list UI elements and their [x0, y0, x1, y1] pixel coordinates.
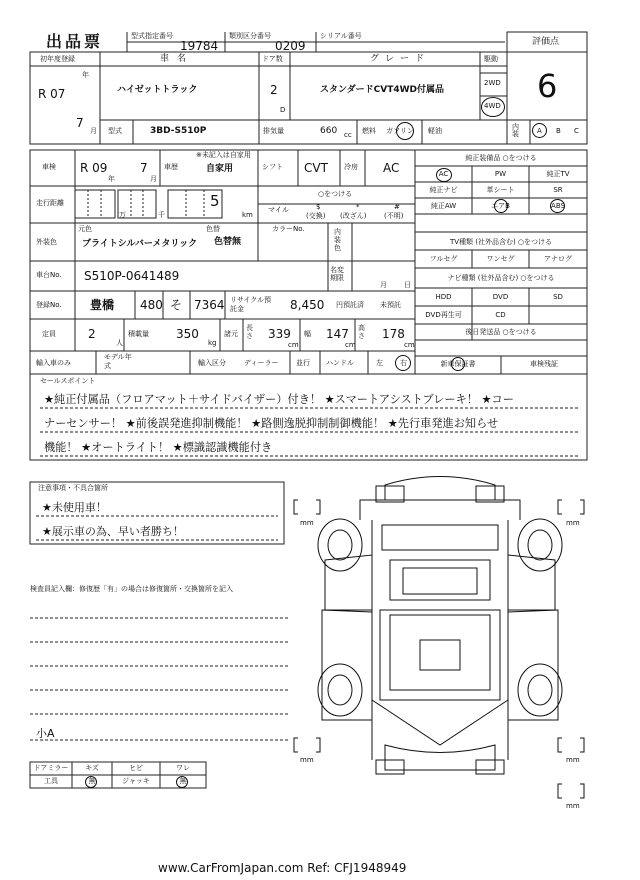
katashiki-label: 型式指定番号	[131, 32, 173, 40]
katashiki-value: 19784	[180, 39, 219, 53]
equip-navi: 純正ナビ	[429, 186, 458, 194]
equip-sr: SR	[553, 186, 563, 194]
notes-line-2: ★展示車の為、早い者勝ち！	[42, 525, 184, 538]
shaken-label: 車検	[42, 163, 56, 171]
dims-label: 諸元	[224, 330, 238, 338]
length-value: 339	[268, 327, 291, 341]
handle-selected-mark	[395, 355, 411, 371]
later-warranty: 新車保証書	[440, 360, 476, 368]
doors-suffix: D	[280, 106, 286, 114]
car-name-label: 車名	[160, 54, 195, 64]
drive-4wd: 4WD	[484, 102, 501, 110]
name-change-day: 日	[404, 281, 411, 289]
notes-label: 注意事項・不具合箇所	[38, 484, 108, 492]
width-value: 147	[326, 327, 349, 341]
color-no-label: カラーNo.	[272, 225, 305, 233]
jack-mark	[176, 776, 188, 788]
height-label: 高さ	[358, 324, 365, 340]
first-reg-month-unit: 月	[90, 127, 97, 135]
displacement-unit: cc	[344, 131, 352, 139]
fuel-gasoline: ガソリン	[386, 127, 414, 135]
mile-option: マイル	[268, 206, 289, 214]
shaken-year-unit: 年	[108, 175, 115, 183]
chassis-label: 車台No.	[36, 271, 62, 279]
first-reg-year-unit: 年	[82, 71, 89, 79]
capacity-unit: 人	[116, 339, 123, 347]
mileage-label: 走行距離	[36, 199, 64, 207]
import-dealer: ディーラー	[244, 359, 279, 367]
navi-type-label: ナビ種類 (社外品含む) ○をつける	[447, 274, 555, 282]
table-tools-value: 無	[88, 777, 96, 785]
later-items-label: 後日発送品 ○をつける	[465, 328, 537, 336]
sales-points-label: セールスポイント	[40, 377, 96, 385]
recycle-unit: 円預託済	[336, 301, 364, 309]
grade-value: スタンダードCVT4WD付属品	[320, 85, 445, 95]
inspector-label: 検査員記入欄：修復歴「有」の場合は修復箇所・交換箇所を記入	[30, 585, 233, 593]
shaken-month: 7	[140, 161, 148, 175]
shaken-month-unit: 月	[150, 175, 157, 183]
orig-color-label: 元色	[78, 225, 92, 233]
drive-label: 駆動	[484, 55, 498, 63]
handle-left: 左	[376, 359, 383, 367]
serial-label: シリアル番号	[320, 32, 362, 40]
equip-leather: 革シート	[486, 186, 515, 194]
mileage-man-unit: 万	[119, 211, 126, 219]
model-value: 3BD-S510P	[150, 126, 207, 136]
interior-selected-mark	[532, 123, 547, 138]
use-value: 自家用	[206, 164, 234, 174]
load-value: 350	[176, 327, 199, 341]
use-note: ※未記入は自家用	[196, 151, 251, 159]
name-change-month: 月	[380, 281, 387, 289]
mm-label-rl: mm	[300, 756, 314, 764]
chassis-value: S510P-0641489	[84, 269, 180, 283]
fuel-diesel: 軽油	[428, 127, 442, 135]
mm-label-fl: mm	[300, 519, 314, 527]
unknown-symbol: #	[394, 203, 400, 211]
table-hdr-break: ワレ	[176, 764, 190, 772]
interior-b: B	[556, 127, 561, 135]
import-parallel: 並行	[296, 359, 310, 367]
equip-abs: ABS	[551, 202, 565, 210]
doors-value: 2	[270, 83, 278, 97]
interior-a: A	[537, 127, 542, 135]
displacement-value: 660	[320, 126, 338, 136]
vehicle-diagram	[294, 477, 584, 799]
reg-class: 480	[140, 298, 163, 312]
load-label: 積載量	[128, 330, 149, 338]
shaken-era: R 09	[80, 161, 108, 175]
inspector-note: 小A	[36, 727, 55, 740]
unknown-option: (不明)	[384, 212, 404, 220]
width-unit: cm	[345, 341, 356, 349]
swap-symbol: $	[316, 203, 321, 211]
tv-fullseg: フルセグ	[429, 255, 458, 263]
sales-line-2: ナーセンサー！ ★前後誤発進抑制機能！ ★路側逸脱抑制制御機能！ ★先行車発進お知らせ	[44, 417, 499, 430]
equip-aw: 純正AW	[430, 202, 457, 210]
equip-ac: AC	[438, 170, 449, 178]
equip-pw: PW	[494, 170, 507, 178]
interior-c: C	[574, 127, 579, 135]
sales-line-3: 機能！ ★オートライト！ ★標識認識機能付き	[44, 441, 273, 454]
model-label: 型式	[108, 127, 122, 135]
form-title: 出品票	[46, 32, 104, 51]
table-hdr-mirror: ドアミラー	[33, 764, 69, 772]
shift-label: シフト	[262, 163, 283, 171]
drive-2wd: 2WD	[484, 79, 501, 87]
ext-color-label: 外装色	[36, 238, 57, 246]
later-shaken-doc: 車検残証	[530, 360, 558, 368]
capacity-value: 2	[88, 327, 96, 341]
int-color-label: 内装色	[334, 228, 341, 252]
score-value: 6	[537, 67, 558, 105]
later-warranty-selected-mark	[451, 357, 465, 371]
height-unit: cm	[404, 341, 415, 349]
sales-line-1: ★純正付属品（フロアマット＋サイドバイザー）付き！ ★スマートアシストブレーキ！ ★コー	[44, 393, 514, 406]
recycle-label: リサイクル預託金	[230, 296, 272, 313]
table-tools-label: 工具	[44, 777, 58, 785]
color-change-label: 色替	[206, 225, 220, 233]
ac-label: 冷房	[344, 163, 358, 171]
mileage-sen-unit: 千	[158, 211, 165, 219]
color-change-value: 色替無	[214, 237, 242, 247]
tamper-symbol: *	[356, 203, 360, 211]
import-label: 輸入車のみ	[36, 359, 71, 367]
length-unit: cm	[288, 341, 299, 349]
car-name-value: ハイゼットトラック	[117, 85, 198, 95]
navi-hdd: HDD	[435, 293, 452, 301]
recycle-value: 8,450	[290, 298, 325, 312]
navi-sd: SD	[553, 293, 563, 301]
use-label: 車歴	[164, 163, 178, 171]
mm-label-rr: mm	[566, 756, 580, 764]
reg-area: 豊橋	[90, 298, 115, 312]
notes-line-1: ★未使用車！	[42, 501, 107, 514]
navi-cd: CD	[495, 311, 506, 319]
tamper-option: (改ざん)	[340, 212, 367, 220]
mileage-mark-note: ○をつける	[318, 190, 353, 198]
tv-analog: アナログ	[544, 255, 572, 263]
score-label: 評価点	[532, 37, 560, 47]
name-change-label: 名変期限	[330, 266, 344, 282]
fuel-label: 燃料	[362, 127, 376, 135]
table-hdr-crack: ヒビ	[129, 764, 143, 772]
ext-color-value: ブライトシルバーメタリック	[82, 239, 198, 249]
table-hdr-scratch: キズ	[85, 764, 99, 772]
navi-dvd: DVD	[492, 293, 509, 301]
equip-airbag: エアB	[491, 202, 510, 210]
equip-airbag-selected-mark	[494, 199, 508, 213]
handle-right: 右	[400, 359, 407, 367]
import-class-label: 輸入区分	[198, 359, 226, 367]
ac-value: AC	[383, 161, 400, 175]
mm-label-fr: mm	[566, 519, 580, 527]
equip-abs-selected-mark	[550, 199, 565, 213]
first-reg-month: 7	[76, 116, 84, 130]
table-jack-label: ジャッキ	[122, 777, 150, 785]
fuel-selected-mark	[396, 122, 414, 140]
ruibetsu-value: 0209	[275, 39, 306, 53]
equip-tv: 純正TV	[546, 170, 570, 178]
doors-label: ドア数	[262, 55, 283, 63]
displacement-label: 排気量	[263, 127, 284, 135]
swap-option: (交換)	[306, 212, 326, 220]
equip-ac-selected-mark	[436, 168, 452, 182]
model-year-label: モデル年式	[104, 353, 132, 370]
tools-mark	[85, 776, 97, 788]
table-jack-value: 無	[179, 777, 187, 785]
regno-label: 登録No.	[36, 301, 62, 309]
recycle-unpaid: 未預託	[380, 301, 401, 309]
tv-type-label: TV種類 (社外品含む) ○をつける	[449, 238, 553, 246]
interior-label: 内装	[512, 123, 519, 138]
footer-ref: www.CarFromJapan.com Ref: CFJ1948949	[158, 861, 407, 875]
first-reg-era: R 07	[38, 87, 66, 101]
genuine-equip-label: 純正装備品 ○をつける	[465, 154, 537, 162]
length-label: 長さ	[246, 324, 253, 340]
grade-label: グレード	[370, 54, 431, 64]
load-unit: kg	[208, 339, 217, 347]
tv-oneseg: ワンセグ	[486, 255, 515, 263]
reg-number: 7364	[194, 298, 225, 312]
navi-dvd-play: DVD再生可	[425, 311, 462, 319]
drive-4wd-selected-mark	[481, 97, 505, 117]
width-label: 幅	[304, 330, 311, 338]
mm-label-spare: mm	[566, 802, 580, 810]
height-value: 178	[382, 327, 405, 341]
handle-label: ハンドル	[326, 359, 354, 367]
capacity-label: 定員	[42, 330, 56, 338]
mileage-km-unit: km	[242, 211, 253, 219]
shift-value: CVT	[304, 161, 328, 175]
mileage-value: 5	[210, 192, 220, 210]
ruibetsu-label: 類別区分番号	[229, 32, 271, 40]
reg-kana: そ	[170, 298, 183, 312]
first-reg-label: 初年度登録	[40, 55, 75, 63]
